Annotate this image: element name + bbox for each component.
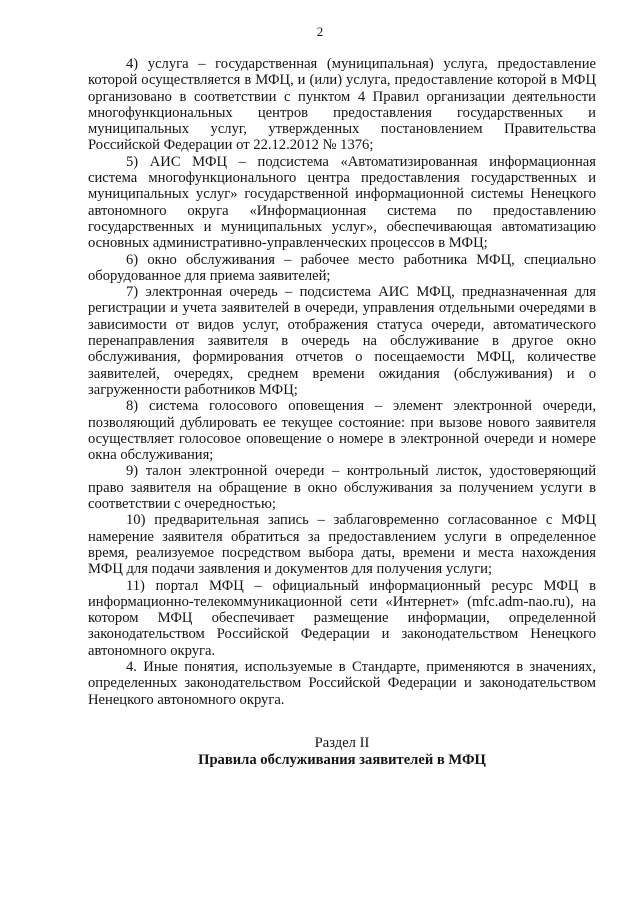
definition-4-service: 4) услуга – государственная (муниципальная) услуга, предоставление которой осуществляется в МФЦ, и (или) услуга, предоставление которой в МФЦ организовано в соответствии с пунктом 4 Правил организации деятельности многофункциональных центров предоставления государственных и муниципальных услуг, утвержденных постановлением Правительства Российской Федерации от 22.12.2012 № 1376; — [88, 56, 596, 154]
definition-7-electronic-queue: 7) электронная очередь – подсистема АИС МФЦ, предназначенная для регистрации и учета заявителей в очереди, управления отдельными очередями в зависимости от видов услуг, отображения статуса очереди, автоматического перенаправления заявителя в очередь на обслуживание в другое окно обслуживания, формирования отчетов о посещаемости МФЦ, количестве заявителей, очередях, среднем времени ожидания (обслуживания) и о загруженности работников МФЦ; — [88, 284, 596, 398]
definition-6-service-window: 6) окно обслуживания – рабочее место работника МФЦ, специально оборудованное для приема заявителей; — [88, 251, 596, 284]
definition-10-pre-registration: 10) предварительная запись – заблаговременно согласованное с МФЦ намерение заявителя обратиться за предоставлением услуги в определенное время, реализуемое посредством выбора даты, времени и места нахождения МФЦ для подачи заявления и документов для получения услуги; — [88, 512, 596, 578]
section-title: Правила обслуживания заявителей в МФЦ — [198, 752, 486, 769]
clause-4-other-terms: 4. Иные понятия, используемые в Стандарте, применяются в значениях, определенных законодательством Российской Федерации и законодательством Ненецкого автономного округа. — [88, 658, 596, 708]
definition-5-ais-mfc: 5) АИС МФЦ – подсистема «Автоматизированная информационная система многофункционального центра предоставления государственных и муниципальных услуг» государственной информационной системы Ненецкого автономного округа «Информационная система по предоставлению государственных и муниципальных услуг», обеспечивающая автоматизацию основных административно-управленческих процессов в МФЦ; — [88, 153, 596, 252]
definition-9-queue-ticket: 9) талон электронной очереди – контрольный листок, удостоверяющий право заявителя на обращение в окно обслуживания за получением услуги в соответствии с очередностью; — [88, 463, 596, 513]
document-body — [88, 56, 596, 768]
page-number: 2 — [316, 24, 324, 39]
definition-11-mfc-portal: 11) портал МФЦ – официальный информационный ресурс МФЦ в информационно-телекоммуникационной сети «Интернет» (mfc.adm-nao.ru), на котором МФЦ обеспечивает размещение информации, определенной законодательством Российской Федерации и законодательством Ненецкого автономного округа. — [88, 577, 596, 659]
definition-8-voice-notification: 8) система голосового оповещения – элемент электронной очереди, позволяющий дублировать ее текущее состояние: при вызове нового заявителя осуществляет голосовое оповещение о номере в электронной очереди и номере окна обслуживания; — [88, 398, 596, 464]
section-heading: Раздел II — [314, 734, 370, 751]
